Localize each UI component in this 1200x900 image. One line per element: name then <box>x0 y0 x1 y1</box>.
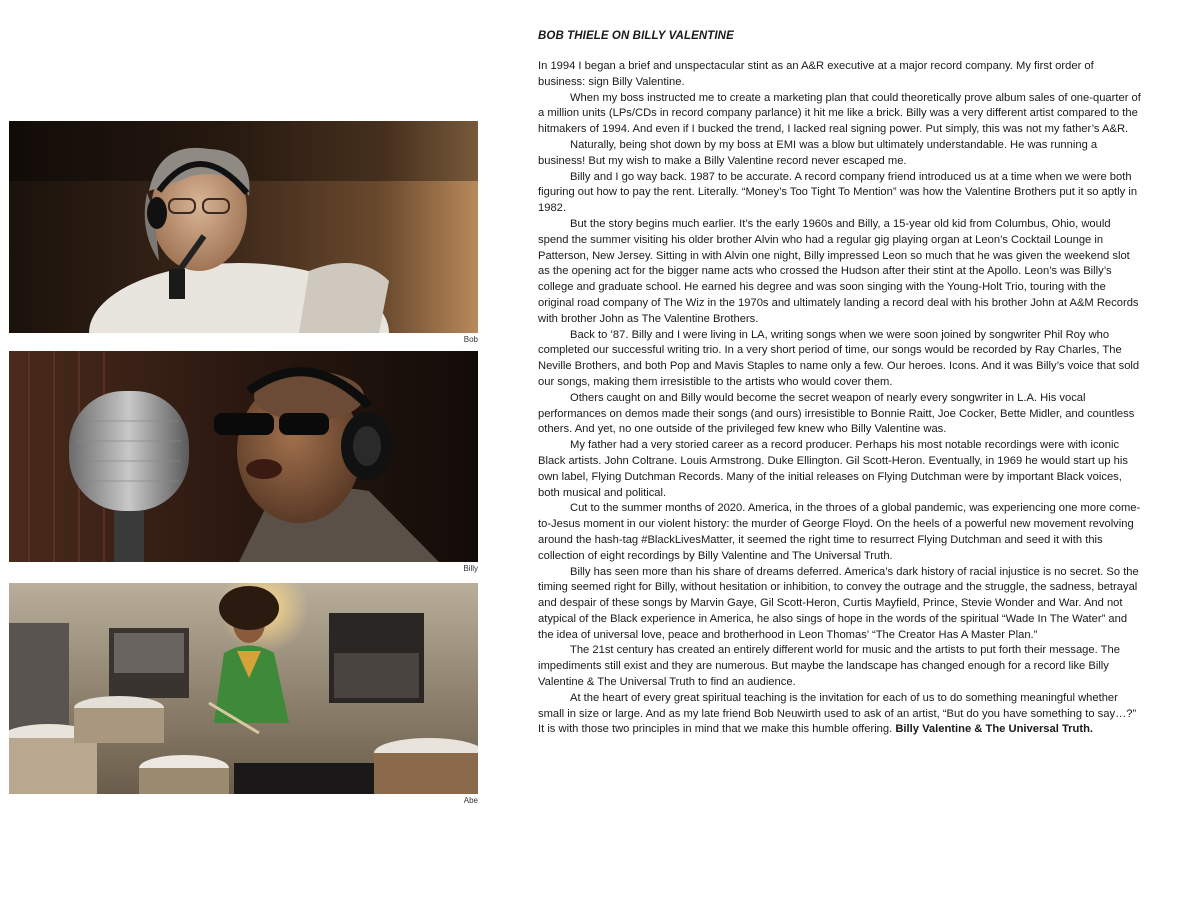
article-paragraph: When my boss instructed me to create a marketing plan that could theoretically prove album sales of one-quarter of a million units (LPs/CDs in record company parlance) it hit me like a brick. Billy was a very different artist compared to the hitmakers of 1994. And even if I bucked the trend, I lacked real signing power. Put simply, this was not my father’s A&R. <box>538 91 1141 136</box>
photo-billy-image <box>9 351 478 562</box>
article-paragraph: The 21st century has created an entirely different world for music and the artists to put forth their message. The impediments still exist and they are numerous. But maybe the landscape has changed enough for a record like Billy Valentine & The Universal Truth to find an audience. <box>538 644 1120 689</box>
final-paragraph-text: At the heart of every great spiritual teaching is the invitation for each of us to do something meaningful whether small in size or large. And as my late friend Bob Neuwirth used to ask of an artist, “But do you have something to say…?” It is with those two principles in mind that we make this humble offering. <box>538 691 1137 736</box>
article-paragraph: Back to ’87. Billy and I were living in LA, writing songs when we were soon joined by songwriter Phil Roy who completed our successful writing trio. In a very short period of time, our songs would be recorded by Ray Charles, The Neville Brothers, and both Pop and Mavis Staples to name only a few. Our heroes. Icons. And it was Billy’s voice that sold our songs, making them irresistible to the artists who would cover them. <box>538 328 1140 388</box>
photo-caption-bob: Bob <box>463 335 478 344</box>
article-paragraph: Cut to the summer months of 2020. America, in the throes of a global pandemic, was experiencing one more come-to-Jesus moment in our violent history: the murder of George Floyd. On the heels of a powerful new movement revolving around the hash-tag #BlackLivesMatter, it seemed the right time to resurrect Flying Dutchman and seed it with this collection of eight recordings by Billy Valentine and The Universal Truth. <box>538 502 1141 562</box>
article-title: BOB THIELE ON BILLY VALENTINE <box>538 30 734 42</box>
article <box>538 30 1144 738</box>
photo-bob <box>9 121 478 333</box>
photo-bob-image <box>9 121 478 333</box>
article-paragraph: Billy and I go way back. 1987 to be accurate. A record company friend introduced us at a time when we were both figuring out how to pay the rent. Literally. “Money’s Too Tight To Mention” was how the Valentine Brothers put it so aptly in 1982. <box>538 170 1138 215</box>
photo-billy <box>9 351 478 562</box>
article-paragraph: Others caught on and Billy would become the secret weapon of nearly every songwriter in L.A. His vocal performances on demos made their songs (and ours) irresistible to Bonnie Raitt, Joe Cocker, Bette Midler, and countless others. And yet, no one outside of the privileged few knew who Billy Valentine was. <box>538 391 1135 436</box>
photo-abe-image <box>9 583 478 794</box>
article-paragraph: My father had a very storied career as a record producer. Perhaps his most notable recordings were with iconic Black artists. John Coltrane. Louis Armstrong. Duke Ellington. Gil Scott-Heron. Eventually, in 1969 he would start up his own label, Flying Dutchman Records. Many of the initial releases on Flying Dutchman were by important Black voices, both musical and political. <box>538 439 1128 499</box>
article-final-paragraph <box>538 691 1144 738</box>
closing-bold-text: Billy Valentine & The Universal Truth. <box>895 723 1094 736</box>
article-paragraph: In 1994 I began a brief and unspectacular stint as an A&R executive at a major record company. My first order of business: sign Billy Valentine. <box>538 60 1094 88</box>
photo-caption-billy: Billy <box>463 564 478 573</box>
photo-caption-abe: Abe <box>463 796 478 805</box>
photo-abe <box>9 583 478 794</box>
article-paragraph: Naturally, being shot down by my boss at EMI was a blow but ultimately understandable. He was running a business! But my wish to make a Billy Valentine record never escaped me. <box>538 138 1098 167</box>
article-paragraph: Billy has seen more than his share of dreams deferred. America’s dark history of racial injustice is no secret. So the timing seemed right for Billy, without hesitation or inhibition, to convey the outrage and the struggle, the sadness, betrayal and despair of these songs by Marvin Gaye, Gil Scott-Heron, Curtis Mayfield, Prince, Stevie Wonder and War. And not atypical of the Black experience in America, he also sings of hope in the words of the spiritual “Wade In The Water” and the idea of universal love, peace and brotherhood in Leon Thomas’ “The Creator Has A Master Plan.” <box>538 565 1139 641</box>
article-paragraph: But the story begins much earlier. It’s the early 1960s and Billy, a 15-year old kid from Columbus, Ohio, would spend the summer visiting his older brother Alvin who had a regular gig playing organ at Leon’s Cocktail Lounge in Patterson, New Jersey. Sitting in with Alvin one night, Billy impressed Leon so much that he was given the weekend slot as the opening act for the bigger name acts who crossed the Hudson after their stint at the Apollo. Leon’s was Billy’s college and graduate school. He earned his degree and was soon singing with the Young-Holt Trio, touring with the original road company of The Wiz in the 1970s and ultimately landing a record deal with his brother John at A&M Records with brother John as The Valentine Brothers. <box>538 217 1139 325</box>
